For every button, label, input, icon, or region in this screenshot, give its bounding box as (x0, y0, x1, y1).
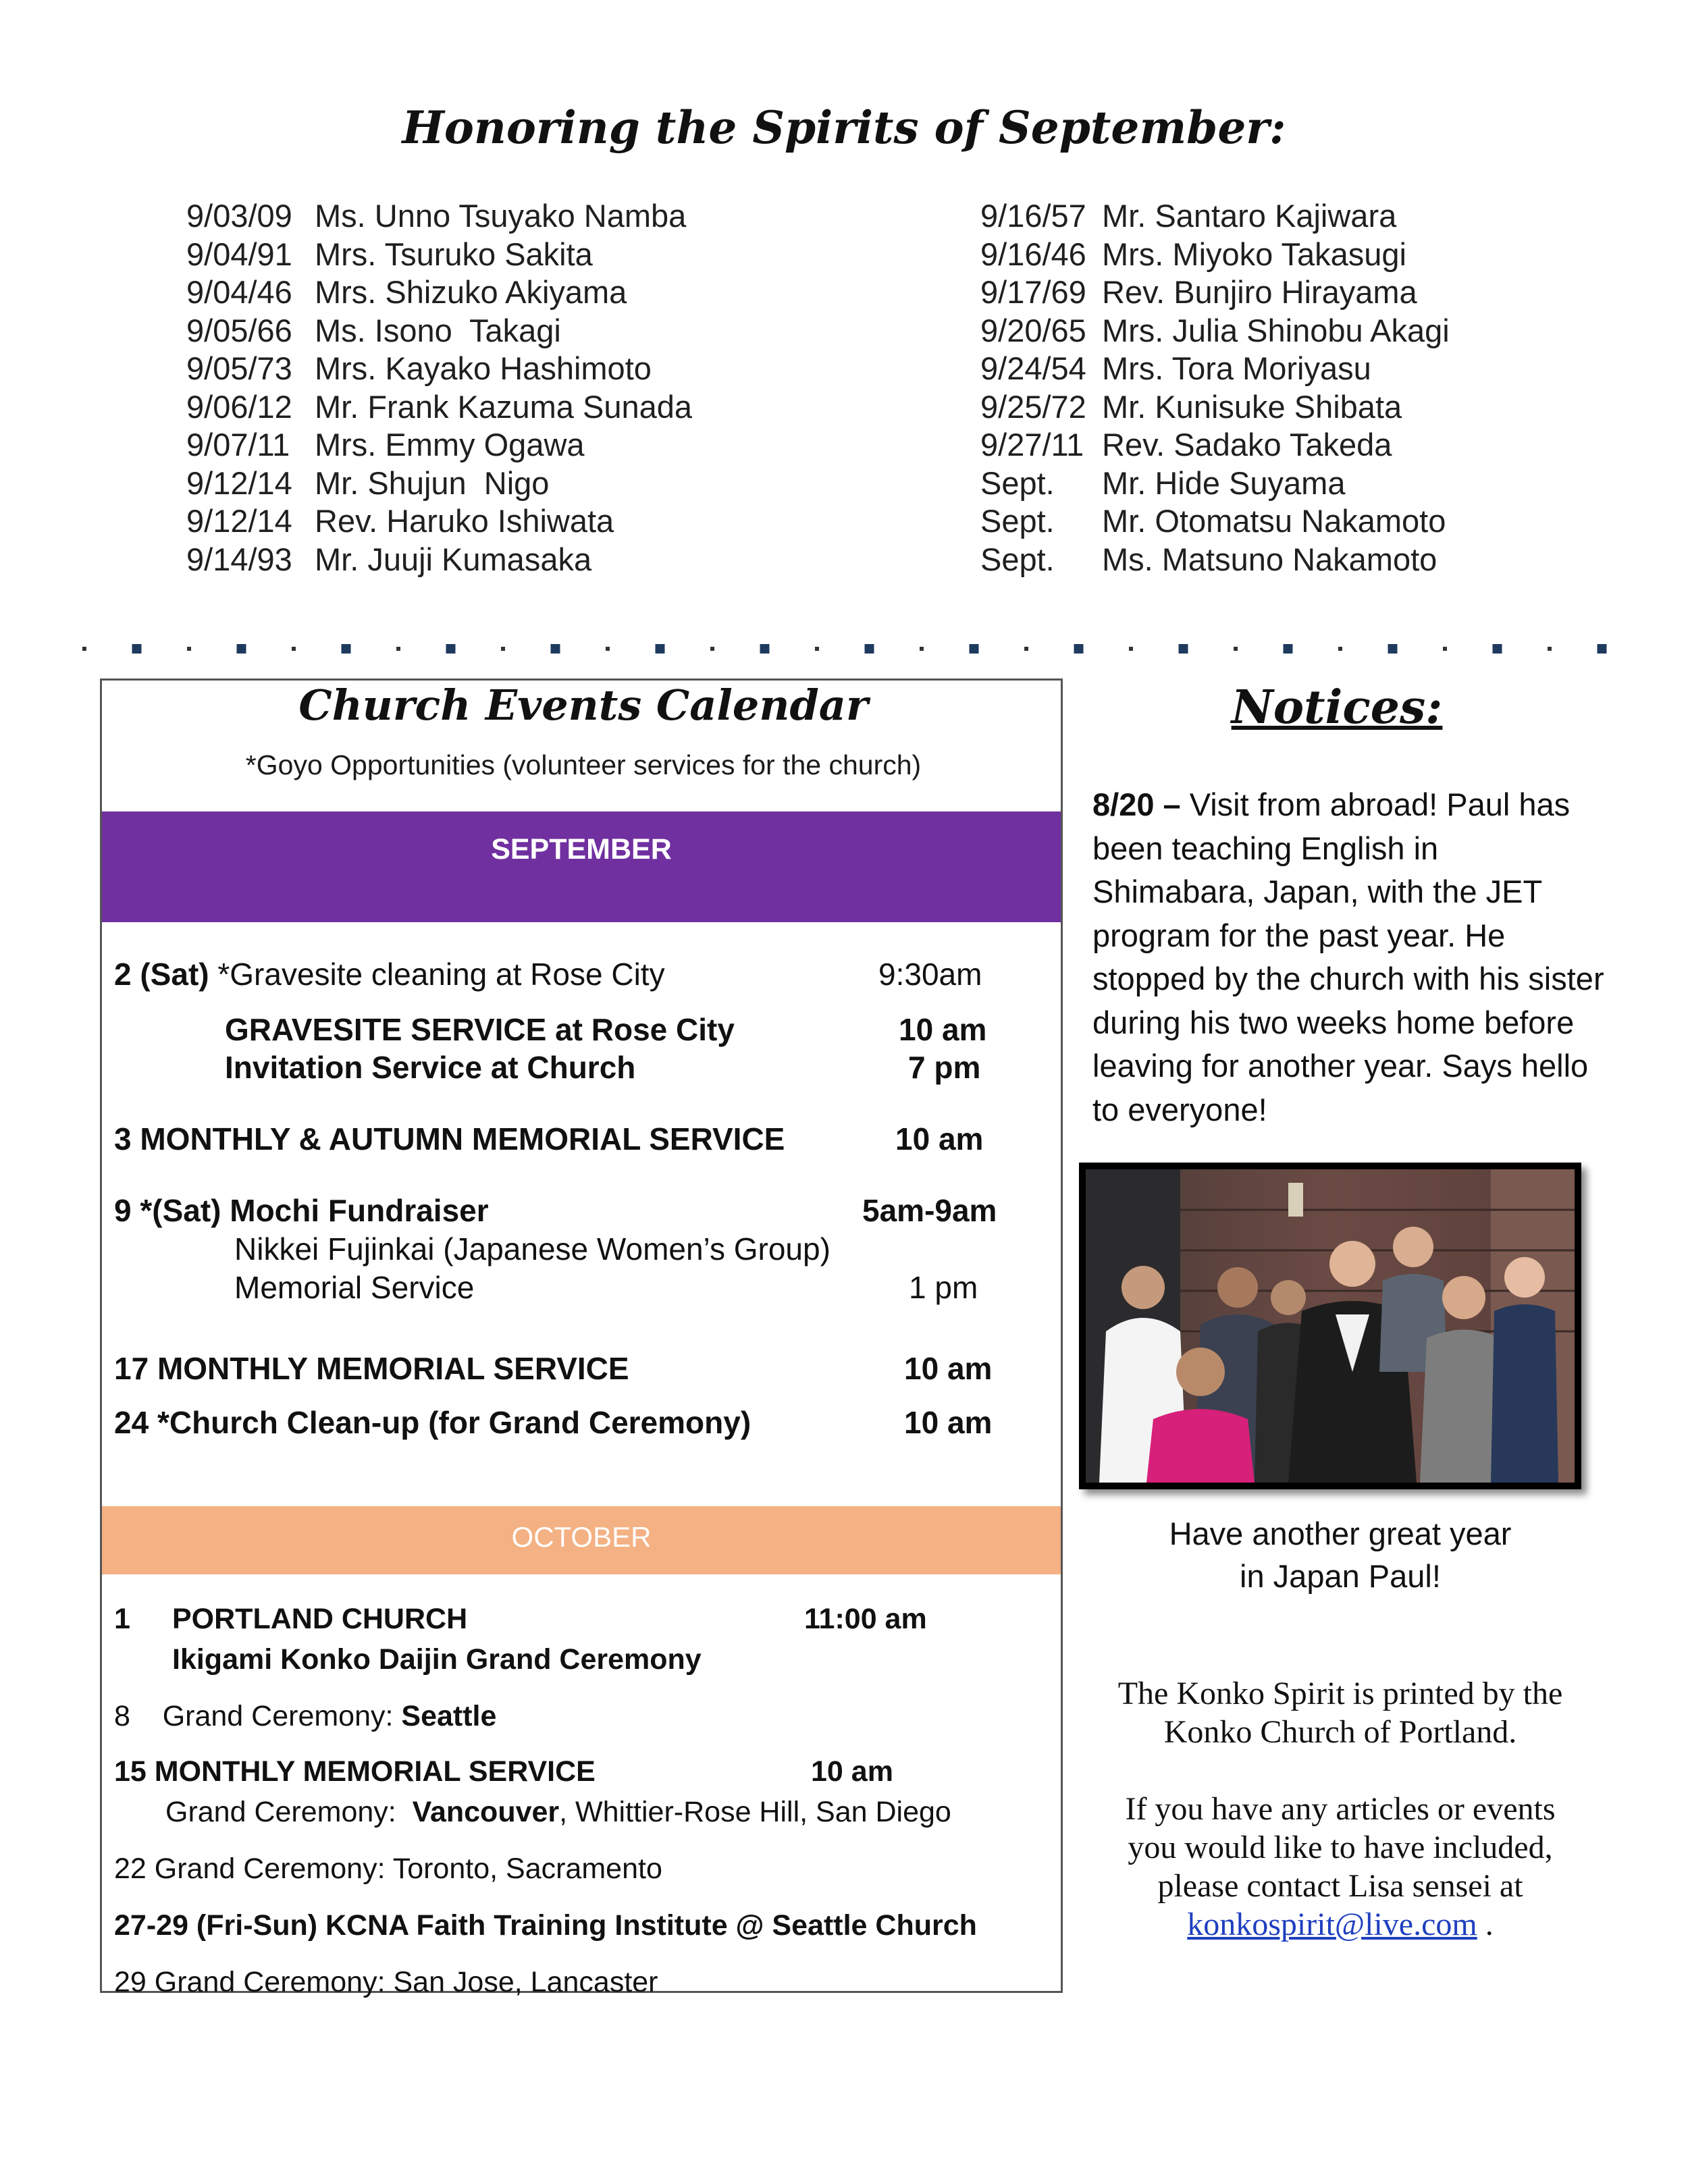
divider-dot (656, 644, 665, 654)
spirit-entry (186, 388, 692, 427)
sep-event-5-time: 5am-9am (862, 1193, 997, 1228)
sep-event-6-text: Nikkei Fujinkai (Japanese Women’s Group) (234, 1231, 830, 1267)
oct-event-1b-text: Ikigami Konko Daijin Grand Ceremony (172, 1643, 702, 1676)
spirit-entry (186, 350, 692, 388)
sep-event-3-text: Invitation Service at Church (225, 1050, 636, 1085)
spirits-list-left (186, 197, 692, 579)
divider-dot (760, 644, 770, 654)
email-link[interactable]: konkospirit@live.com (1187, 1907, 1477, 1942)
september-label: SEPTEMBER (491, 833, 672, 865)
spirit-name: Mr. Frank Kazuma Sunada (315, 388, 693, 425)
spirit-name: Mrs. Kayako Hashimoto (315, 350, 652, 386)
sep-event-4-time: 10 am (895, 1121, 984, 1156)
sep-event-1-day: 2 (Sat) (114, 957, 209, 992)
oct-event-3b-prefix: Grand Ceremony: (165, 1796, 413, 1828)
spirit-date: 9/12/14 (186, 503, 292, 539)
spirit-entry (980, 273, 1450, 312)
divider-dot (132, 644, 142, 654)
spirit-name: Mr. Otomatsu Nakamoto (1102, 503, 1446, 539)
divider-dot (710, 647, 714, 651)
spirit-name: Rev. Haruko Ishiwata (315, 503, 614, 539)
sep-event-9-time: 10 am (904, 1405, 993, 1440)
spirit-date: 9/03/09 (186, 198, 292, 234)
spirit-date: 9/24/54 (980, 350, 1086, 386)
divider-dot (606, 647, 610, 651)
spirit-date: 9/04/46 (186, 274, 292, 310)
print-line-2: Konko Church of Portland. (1163, 1714, 1517, 1750)
spirit-entry (980, 197, 1450, 236)
print-line-4: you would like to have included, (1128, 1830, 1553, 1865)
sep-event-4-text: 3 MONTHLY & AUTUMN MEMORIAL SERVICE (114, 1121, 785, 1156)
sep-event-8-text: 17 MONTHLY MEMORIAL SERVICE (114, 1351, 629, 1386)
spirit-date: Sept. (980, 541, 1055, 577)
divider-dot (1598, 644, 1607, 654)
spirits-list-right (980, 197, 1450, 579)
print-note (1067, 1674, 1614, 1944)
divider-dot (446, 644, 456, 654)
divider-dot (1179, 644, 1188, 654)
spirit-entry (980, 312, 1450, 350)
divider-dot (1443, 647, 1447, 651)
spirit-name: Mrs. Emmy Ogawa (315, 427, 585, 462)
divider-dot (237, 644, 246, 654)
oct-event-6-text: 29 Grand Ceremony: San Jose, Lancaster (114, 1966, 658, 1998)
divider-dot (970, 644, 979, 654)
spirit-date: 9/05/73 (186, 350, 292, 386)
print-line-5: please contact Lisa sensei at (1157, 1868, 1523, 1904)
spirit-entry (186, 426, 692, 464)
divider-dot (396, 647, 400, 651)
print-line-1: The Konko Spirit is printed by the (1117, 1676, 1563, 1711)
divider-dot (1548, 647, 1552, 651)
spirit-name: Mrs. Julia Shinobu Akagi (1102, 312, 1450, 348)
sep-event-1-text: *Gravesite cleaning at Rose City (217, 957, 665, 992)
spirit-date: 9/05/66 (186, 312, 292, 348)
oct-event-1-time: 11:00 am (804, 1603, 927, 1635)
divider-dot (1024, 647, 1028, 651)
oct-event-2-city: Seattle (401, 1700, 497, 1732)
divider-dot (501, 647, 505, 651)
sep-event-2-time: 10 am (899, 1012, 987, 1047)
group-photo-image (1086, 1169, 1575, 1483)
spirit-name: Mr. Kunisuke Shibata (1102, 388, 1402, 425)
spirit-date: 9/12/14 (186, 464, 292, 501)
october-header (102, 1506, 1061, 1574)
group-photo (1079, 1163, 1581, 1489)
spirits-title: Honoring the Spirits of September: (402, 101, 1286, 154)
spirit-date: Sept. (980, 503, 1055, 539)
email-line (1067, 1905, 1614, 1944)
spirit-date: 9/14/93 (186, 541, 292, 577)
spirit-entry (186, 197, 692, 236)
spirit-entry (980, 464, 1450, 503)
sep-event-2-text: GRAVESITE SERVICE at Rose City (225, 1012, 735, 1047)
spirit-name: Ms. Unno Tsuyako Namba (315, 198, 687, 234)
spirit-entry (980, 236, 1450, 274)
spirit-name: Mr. Santaro Kajiwara (1102, 198, 1397, 234)
divider-dot (865, 644, 874, 654)
calendar-title: Church Events Calendar (298, 681, 868, 730)
spirit-date: 9/04/91 (186, 236, 292, 272)
spirit-name: Mr. Shujun Nigo (315, 464, 550, 501)
sep-event-5-text: 9 *(Sat) Mochi Fundraiser (114, 1193, 489, 1228)
oct-event-4-text: 22 Grand Ceremony: Toronto, Sacramento (114, 1853, 662, 1885)
divider-dot (1129, 647, 1133, 651)
divider-dot (1338, 647, 1342, 651)
email-trail: . (1477, 1907, 1494, 1942)
spirit-date: 9/16/46 (980, 236, 1086, 272)
oct-event-1-text: PORTLAND CHURCH (172, 1603, 468, 1635)
oct-event-5-text: 27-29 (Fri-Sun) KCNA Faith Training Institute @ Seattle Church (114, 1909, 977, 1942)
spirit-name: Mrs. Tsuruko Sakita (315, 236, 593, 272)
september-header (102, 811, 1061, 922)
divider-dot (342, 644, 351, 654)
spirit-entry (186, 502, 692, 541)
spirit-date: 9/25/72 (980, 388, 1086, 425)
spirit-name: Ms. Isono Takagi (315, 312, 561, 348)
oct-event-3b-city: Vancouver (412, 1796, 560, 1828)
sep-event-1 (114, 956, 665, 992)
calendar-subtitle: *Goyo Opportunities (volunteer services for the church) (245, 749, 922, 780)
oct-event-3-time: 10 am (811, 1755, 893, 1788)
print-line-3: If you have any articles or events (1125, 1791, 1556, 1827)
spirit-entry (980, 541, 1450, 579)
sep-event-1-time: 9:30am (878, 957, 982, 992)
caption-line-2: in Japan Paul! (1240, 1558, 1441, 1594)
divider-dot (1388, 644, 1398, 654)
notice-paul-visit (1092, 783, 1606, 1131)
spirit-date: 9/17/69 (980, 274, 1086, 310)
spirit-date: 9/27/11 (980, 427, 1084, 462)
spirit-entry (186, 541, 692, 579)
divider-dot (1074, 644, 1084, 654)
notice-body: Visit from abroad! Paul has been teaching English in Shimabara, Japan, with the JET program for the past year. He stopped by the church with his sister during his two weeks home before leaving for another year. Says hello to everyone! (1092, 787, 1604, 1127)
spirit-name: Mr. Hide Suyama (1102, 464, 1346, 501)
oct-event-1-day: 1 (114, 1603, 130, 1635)
oct-event-3b (165, 1796, 951, 1829)
spirit-date: Sept. (980, 464, 1055, 501)
spirit-entry (980, 426, 1450, 464)
sep-event-7-text: Memorial Service (234, 1270, 475, 1305)
dotted-divider (74, 641, 1627, 655)
spirit-entry (186, 464, 692, 503)
divider-dot (815, 647, 819, 651)
october-label: OCTOBER (511, 1521, 652, 1553)
oct-event-2 (114, 1700, 496, 1733)
caption-line-1: Have another great year (1169, 1516, 1512, 1551)
events-calendar-box (100, 678, 1063, 1998)
spirit-date: 9/07/11 (186, 427, 290, 462)
spirit-name: Mrs. Tora Moriyasu (1102, 350, 1371, 386)
divider-dot (920, 647, 924, 651)
photo-caption (1067, 1512, 1614, 1597)
spirit-entry (186, 273, 692, 312)
spirit-name: Rev. Bunjiro Hirayama (1102, 274, 1417, 310)
divider-dot (1284, 644, 1293, 654)
spirit-date: 9/06/12 (186, 388, 292, 425)
spirit-entry (186, 236, 692, 274)
sep-event-8-time: 10 am (904, 1351, 993, 1386)
spirit-entry (186, 312, 692, 350)
spirit-entry (980, 502, 1450, 541)
oct-event-3b-rest: , Whittier-Rose Hill, San Diego (559, 1796, 951, 1828)
divider-dot (187, 647, 191, 651)
sep-event-7-time: 1 pm (909, 1270, 978, 1305)
oct-event-2-prefix: 8 Grand Ceremony: (114, 1700, 402, 1732)
notices-title: Notices: (1231, 681, 1443, 735)
sep-event-3-time: 7 pm (908, 1050, 981, 1085)
spirit-date: 9/16/57 (980, 198, 1086, 234)
spirit-name: Mr. Juuji Kumasaka (315, 541, 592, 577)
sep-event-9-text: 24 *Church Clean-up (for Grand Ceremony) (114, 1405, 751, 1440)
oct-event-3-text: 15 MONTHLY MEMORIAL SERVICE (114, 1755, 596, 1788)
divider-dot (1234, 647, 1238, 651)
spirit-name: Rev. Sadako Takeda (1102, 427, 1392, 462)
notice-date: 8/20 – (1092, 787, 1181, 822)
divider-dot (551, 644, 560, 654)
spirit-date: 9/20/65 (980, 312, 1086, 348)
divider-dot (292, 647, 296, 651)
spirit-name: Mrs. Shizuko Akiyama (315, 274, 627, 310)
divider-dot (1493, 644, 1502, 654)
spirit-name: Ms. Matsuno Nakamoto (1102, 541, 1438, 577)
spirit-name: Mrs. Miyoko Takasugi (1102, 236, 1406, 272)
spirit-entry (980, 350, 1450, 388)
spirit-entry (980, 388, 1450, 427)
divider-dot (82, 647, 86, 651)
